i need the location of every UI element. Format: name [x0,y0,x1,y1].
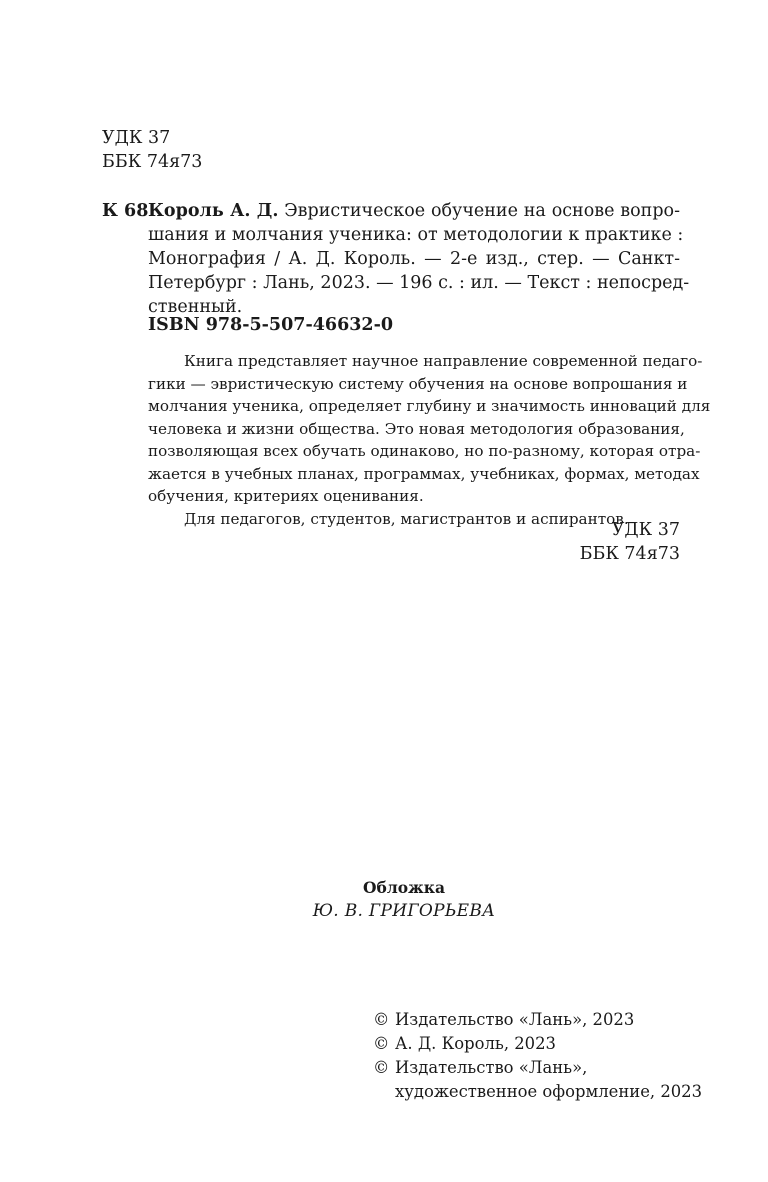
entry-line-5: ственный. [148,297,243,317]
copyright-line [373,1008,634,1032]
copyright-icon: © [373,1010,390,1029]
copyright-icon: © [373,1058,390,1077]
annotation-line: человека и жизни общества. Это новая методология образования, [148,419,685,438]
copyright-text: Издательство «Лань», 2023 [395,1010,635,1029]
entry-line-1 [148,199,680,223]
annotation-line: позволяющая всех обучать одинаково, но по-разному, которая отра- [148,442,701,460]
annotation-line: обучения, критериях оценивания. [148,487,424,505]
entry-author: Король А. Д. [148,201,279,221]
entry-title-start: Эвристическое обучение на основе вопро- [284,201,680,221]
audience-note: Для педагогов, студентов, магистрантов и аспирантов. [184,509,629,528]
copyright-line [373,1032,556,1056]
cover-designer: Ю. В. ГРИГОРЬЕВА [312,901,496,921]
author-call-number: К 68 [102,201,149,221]
copyright-text: Издательство «Лань», [395,1058,588,1077]
annotation-line: гики — эвристическую систему обучения на основе вопрошания и [148,374,688,393]
annotation-line: молчания ученика, определяет глубину и значимость инноваций для [148,397,711,415]
copyright-text: А. Д. Король, 2023 [395,1034,556,1053]
copyright-icon: © [373,1034,390,1053]
entry-line-2: шания и молчания ученика: от методологии к практике : [148,225,684,245]
copyright-continuation: художественное оформление, 2023 [395,1082,703,1101]
annotation-line: Книга представляет научное направление современной педаго- [184,352,703,370]
udk-code-top: УДК 37 [102,128,171,148]
isbn: ISBN 978-5-507-46632-0 [148,315,394,335]
annotation-line: жается в учебных планах, программах, учебниках, формах, методах [148,464,700,483]
bbk-code-bottom: ББК 74я73 [579,544,680,564]
cover-label: Обложка [363,878,445,897]
udk-code-bottom: УДК 37 [611,520,680,540]
entry-line-3: Монография / А. Д. Король. — 2-е изд., стер. — Санкт- [148,249,680,269]
copyright-line [373,1056,587,1080]
entry-line-4: Петербург : Лань, 2023. — 196 с. : ил. — Текст : непосред- [148,273,690,293]
bbk-code-top: ББК 74я73 [102,152,203,172]
